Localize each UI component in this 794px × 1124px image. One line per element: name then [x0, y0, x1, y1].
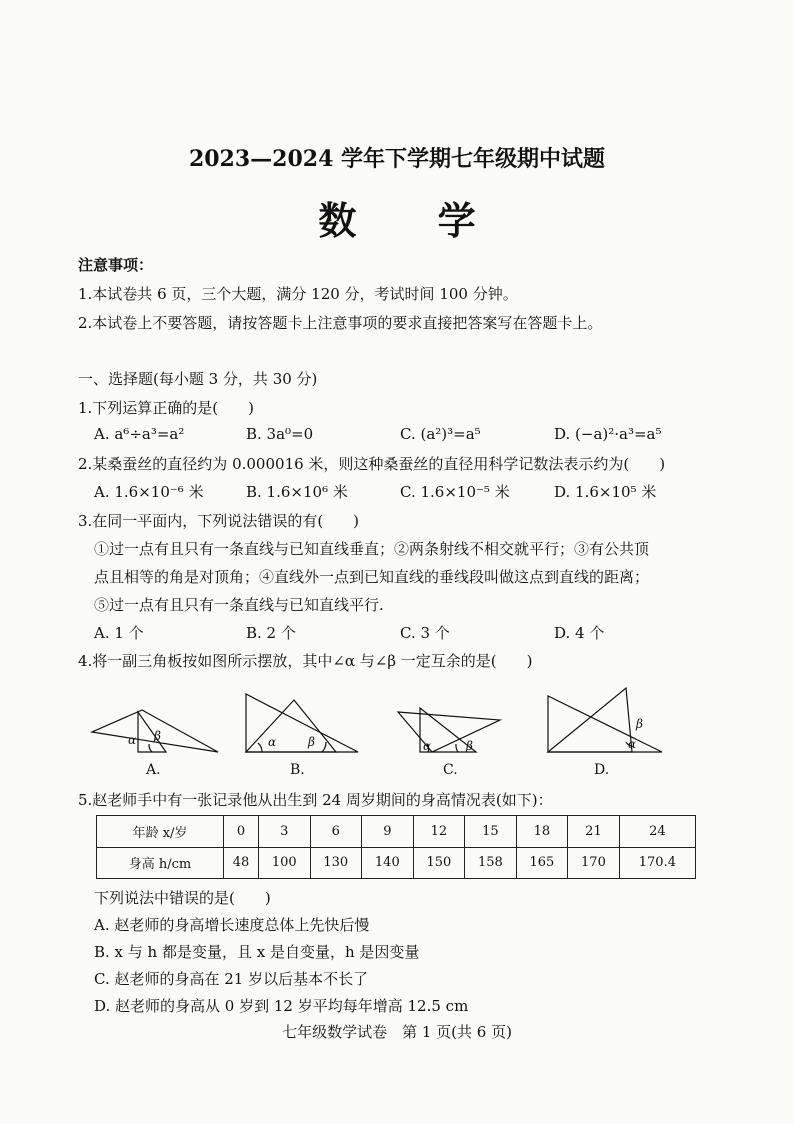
figure-b — [246, 694, 358, 752]
table-cell: 48 — [224, 847, 259, 879]
fig-d-beta: β — [636, 717, 643, 731]
fig-b-beta: β — [308, 735, 315, 749]
table-header-height: 身高 h/cm — [97, 847, 224, 879]
q1-option-c: C. (a²)³=a⁵ — [400, 425, 481, 443]
table-cell: 150 — [413, 847, 465, 879]
fig-c-alpha: α — [423, 739, 432, 753]
table-cell: 3 — [259, 816, 311, 848]
page-footer: 七年级数学试卷 第 1 页(共 6 页) — [282, 1023, 512, 1041]
exam-title: 2023—2024 学年下学期七年级期中试题 — [188, 146, 606, 172]
q5-option-a: A. 赵老师的身高增长速度总体上先快后慢 — [94, 916, 370, 934]
q2-option-b: B. 1.6×10⁶ 米 — [246, 483, 348, 501]
q1-stem: 1.下列运算正确的是( ) — [78, 399, 255, 417]
q3-option-b: B. 2 个 — [246, 624, 296, 642]
q3-line-2: 点且相等的角是对顶角；④直线外一点到已知直线的垂线段叫做这点到直线的距离； — [94, 568, 650, 586]
q5-option-c: C. 赵老师的身高在 21 岁以后基本不长了 — [94, 970, 369, 988]
fig-c-beta: β — [466, 739, 473, 753]
height-table — [96, 815, 696, 879]
notice-item-1: 1.本试卷共 6 页，三个大题，满分 120 分，考试时间 100 分钟。 — [78, 285, 518, 303]
table-cell: 170 — [568, 847, 620, 879]
figure-label-d: D. — [594, 762, 610, 778]
q2-option-c: C. 1.6×10⁻⁵ 米 — [400, 483, 510, 501]
q3-option-c: C. 3 个 — [400, 624, 450, 642]
figure-d — [548, 688, 662, 752]
q5-option-b: B. x 与 h 都是变量，且 x 是自变量，h 是因变量 — [94, 943, 420, 961]
table-cell: 165 — [516, 847, 568, 879]
table-cell: 140 — [362, 847, 414, 879]
q3-line-3: ⑤过一点有且只有一条直线与已知直线平行. — [94, 596, 384, 614]
q1-option-a: A. a⁶÷a³=a² — [94, 425, 185, 443]
figure-label-c: C. — [443, 762, 458, 778]
section1-heading: 一、选择题(每小题 3 分，共 30 分) — [78, 370, 318, 388]
fig-a-beta: β — [154, 729, 161, 743]
fig-b-alpha: α — [268, 735, 277, 749]
table-cell: 130 — [310, 847, 362, 879]
q1-option-b: B. 3a⁰=0 — [246, 425, 314, 443]
q2-option-a: A. 1.6×10⁻⁶ 米 — [94, 483, 204, 501]
q4-stem: 4.将一副三角板按如图所示摆放，其中∠α 与∠β 一定互余的是( ) — [78, 652, 533, 670]
table-cell: 12 — [413, 816, 465, 848]
q3-line-1: ①过一点有且只有一条直线与已知直线垂直；②两条射线不相交就平行；③有公共顶 — [94, 540, 650, 558]
table-cell: 9 — [362, 816, 414, 848]
q2-option-d: D. 1.6×10⁵ 米 — [554, 483, 657, 501]
figure-label-b: B. — [290, 762, 305, 778]
notice-item-2: 2.本试卷上不要答题，请按答题卡上注意事项的要求直接把答案写在答题卡上。 — [78, 314, 603, 332]
notice-heading: 注意事项： — [78, 256, 154, 274]
table-cell: 21 — [568, 816, 620, 848]
q3-option-a: A. 1 个 — [94, 624, 144, 642]
table-header-age: 年龄 x/岁 — [97, 816, 224, 848]
table-cell: 100 — [259, 847, 311, 879]
table-cell: 18 — [516, 816, 568, 848]
q3-option-d: D. 4 个 — [554, 624, 605, 642]
table-cell: 24 — [619, 816, 695, 848]
table-cell: 6 — [310, 816, 362, 848]
table-cell: 158 — [465, 847, 517, 879]
subject-title: 数 学 — [318, 198, 510, 243]
figure-label-a: A. — [146, 762, 161, 778]
q2-stem: 2.某桑蚕丝的直径约为 0.000016 米，则这种桑蚕丝的直径用科学记数法表示约为( ) — [78, 455, 666, 473]
figure-c — [398, 708, 500, 752]
q5-question: 下列说法中错误的是( ) — [94, 889, 271, 907]
fig-a-alpha: α — [128, 733, 137, 747]
table-cell: 15 — [465, 816, 517, 848]
table-cell: 0 — [224, 816, 259, 848]
q1-option-d: D. (−a)²·a³=a⁵ — [554, 425, 662, 443]
fig-d-alpha: α — [628, 737, 637, 751]
table-cell: 170.4 — [619, 847, 695, 879]
table-row-height — [97, 847, 696, 879]
q5-stem: 5.赵老师手中有一张记录他从出生到 24 周岁期间的身高情况表(如下)： — [78, 791, 553, 809]
table-row-age — [97, 816, 696, 848]
q3-stem: 3.在同一平面内，下列说法错误的有( ) — [78, 512, 360, 530]
q5-option-d: D. 赵老师的身高从 0 岁到 12 岁平均每年增高 12.5 cm — [94, 997, 469, 1015]
